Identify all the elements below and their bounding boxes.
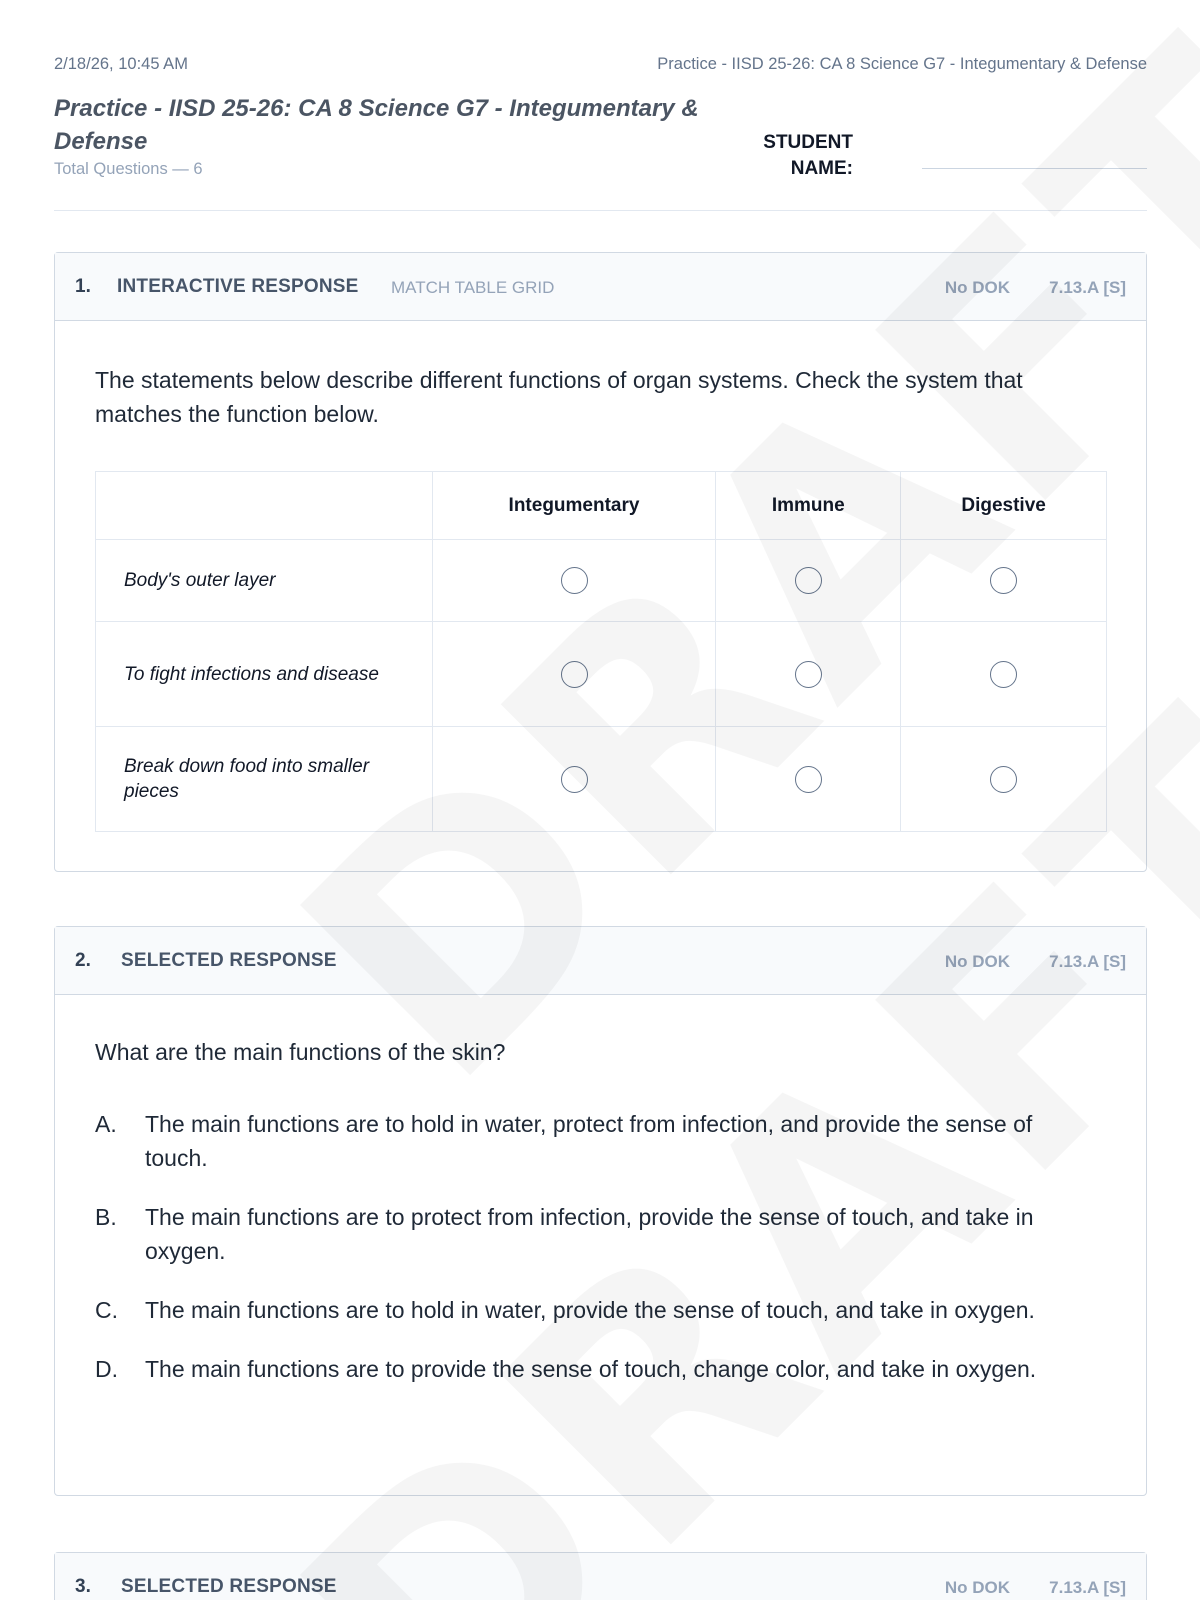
grid-cell xyxy=(716,622,901,727)
print-header xyxy=(54,55,1147,75)
option-letter: D. xyxy=(95,1356,118,1382)
radio-button[interactable] xyxy=(990,661,1017,688)
grid-cell xyxy=(901,727,1107,832)
match-table-grid xyxy=(95,471,1107,832)
grid-cell xyxy=(716,727,901,832)
question-type: INTERACTIVE RESPONSE xyxy=(117,276,359,297)
radio-button[interactable] xyxy=(561,661,588,688)
grid-cell xyxy=(432,540,716,622)
radio-button[interactable] xyxy=(990,567,1017,594)
radio-button[interactable] xyxy=(795,567,822,594)
table-row xyxy=(96,622,1107,727)
grid-cell xyxy=(901,540,1107,622)
question-card-3 xyxy=(54,1552,1147,1600)
row-label: To fight infections and disease xyxy=(96,622,433,727)
question-number: 1. xyxy=(75,276,91,297)
title-block xyxy=(54,92,724,179)
radio-button[interactable] xyxy=(795,661,822,688)
student-name-field xyxy=(732,130,1147,186)
option-text: The main functions are to hold in water, provide the sense of touch, and take in oxygen. xyxy=(145,1297,1035,1323)
table-corner-cell xyxy=(96,472,433,540)
question-prompt: The statements below describe different functions of organ systems. Check the system that matches the function below. xyxy=(95,367,1023,427)
column-header: Immune xyxy=(716,472,901,540)
answer-option-c[interactable] xyxy=(95,1293,1096,1327)
question-prompt: What are the main functions of the skin? xyxy=(95,1039,506,1065)
option-letter: A. xyxy=(95,1111,117,1137)
question-type: SELECTED RESPONSE xyxy=(121,950,337,971)
question-header xyxy=(55,253,1146,321)
student-name-label: STUDENT NAME: xyxy=(763,132,853,179)
assessment-title: Practice - IISD 25-26: CA 8 Science G7 - Integumentary & Defense xyxy=(54,95,699,155)
option-text: The main functions are to hold in water, protect from infection, and provide the sense of touch. xyxy=(145,1111,1033,1171)
option-text: The main functions are to protect from infection, provide the sense of touch, and take in oxygen. xyxy=(145,1204,1034,1264)
print-timestamp: 2/18/26, 10:45 AM xyxy=(54,55,188,73)
table-row xyxy=(96,727,1107,832)
question-card-1 xyxy=(54,252,1147,872)
student-name-line xyxy=(922,168,1147,169)
standard-label: 7.13.A [S] xyxy=(1049,1578,1126,1597)
print-document-title: Practice - IISD 25-26: CA 8 Science G7 - Integumentary & Defense xyxy=(657,55,1147,73)
grid-cell xyxy=(901,622,1107,727)
radio-button[interactable] xyxy=(990,766,1017,793)
total-questions: Total Questions — 6 xyxy=(54,160,203,178)
row-label: Break down food into smaller pieces xyxy=(96,727,433,832)
radio-button[interactable] xyxy=(561,567,588,594)
dok-label: No DOK xyxy=(944,952,1010,971)
standard-label: 7.13.A [S] xyxy=(1049,278,1126,297)
question-subtype: MATCH TABLE GRID xyxy=(391,278,555,297)
answer-option-a[interactable] xyxy=(95,1107,1096,1175)
option-text: The main functions are to provide the sense of touch, change color, and take in oxygen. xyxy=(145,1356,1037,1382)
radio-button[interactable] xyxy=(795,766,822,793)
column-header: Digestive xyxy=(901,472,1107,540)
column-header: Integumentary xyxy=(432,472,716,540)
answer-option-b[interactable] xyxy=(95,1200,1096,1268)
printout-page xyxy=(54,0,1147,1600)
radio-button[interactable] xyxy=(561,766,588,793)
option-letter: C. xyxy=(95,1297,118,1323)
question-header xyxy=(55,927,1146,995)
answer-option-d[interactable] xyxy=(95,1352,1096,1386)
table-header-row xyxy=(96,472,1107,540)
question-number: 2. xyxy=(75,950,91,971)
grid-cell xyxy=(432,727,716,832)
question-type: SELECTED RESPONSE xyxy=(121,1576,337,1597)
table-row xyxy=(96,540,1107,622)
option-letter: B. xyxy=(95,1204,117,1230)
question-header xyxy=(55,1553,1146,1600)
question-card-2 xyxy=(54,926,1147,1496)
grid-cell xyxy=(716,540,901,622)
header-divider xyxy=(54,210,1147,211)
standard-label: 7.13.A [S] xyxy=(1049,952,1126,971)
question-number: 3. xyxy=(75,1576,91,1597)
answer-options xyxy=(95,1107,1096,1411)
dok-label: No DOK xyxy=(944,278,1010,297)
grid-cell xyxy=(432,622,716,727)
dok-label: No DOK xyxy=(944,1578,1010,1597)
row-label: Body's outer layer xyxy=(96,540,433,622)
